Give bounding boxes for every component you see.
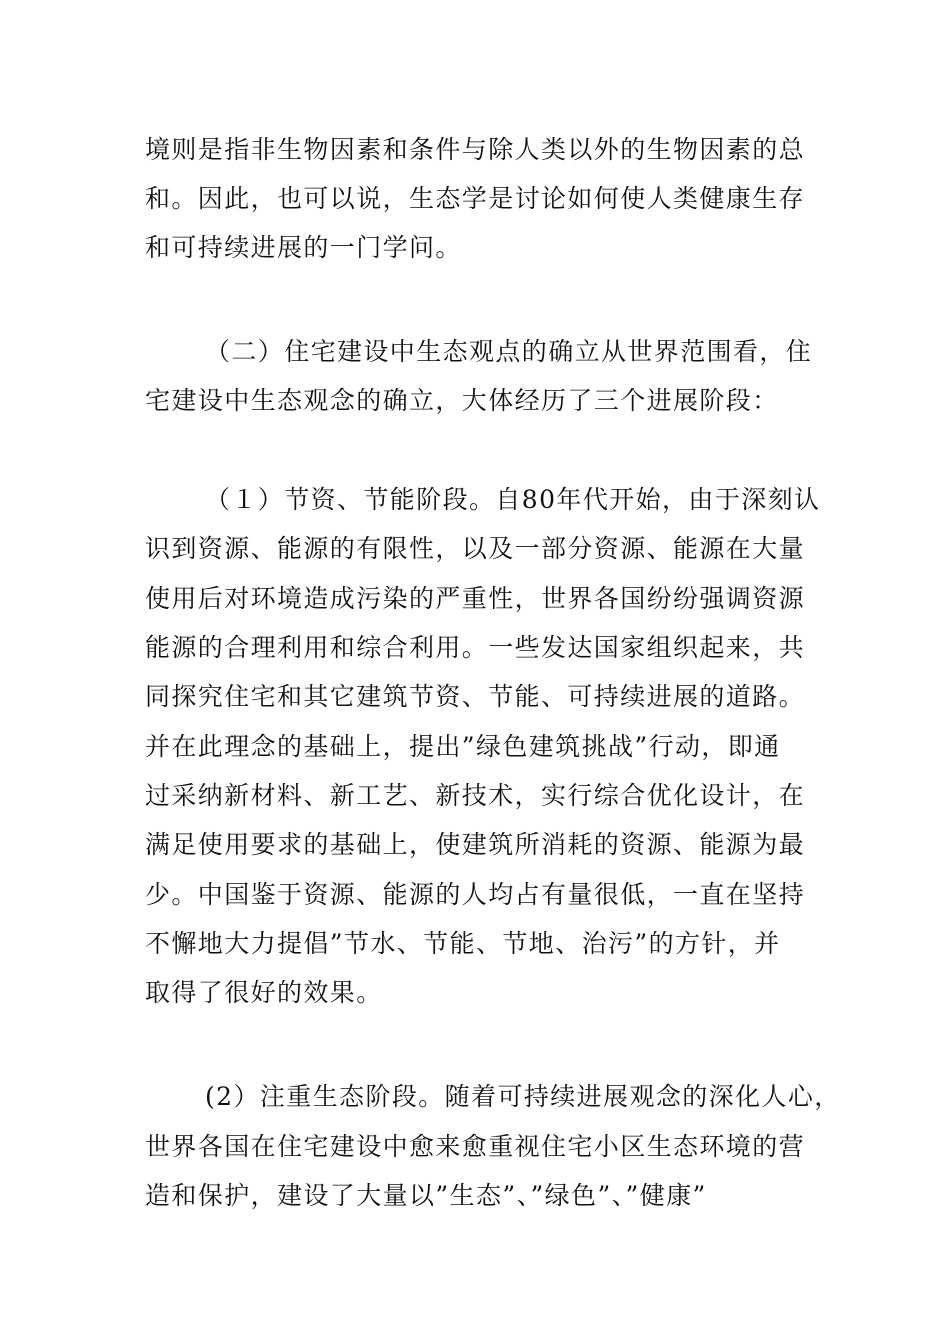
paragraph-line: 少。中国鉴于资源、能源的人均占有量很低，一直在坚持 (145, 880, 806, 909)
paragraph-line: 世界各国在住宅建设中愈来愈重视住宅小区生态环境的营 (145, 1132, 806, 1161)
paragraph-line: （二）住宅建设中生态观点的确立从世界范围看，住 (205, 337, 813, 366)
paragraph-line: 造和保护，建设了大量以”生态”、”绿色”、”健康” (145, 1181, 707, 1210)
paragraph-line: 境则是指非生物因素和条件与除人类以外的生物因素的总 (145, 135, 806, 164)
paragraph-line: 并在此理念的基础上，提出”绿色建筑挑战”行动，即通 (145, 732, 781, 761)
paragraph-line: 宅建设中生态观念的确立，大体经历了三个进展阶段： (145, 386, 779, 415)
paragraph-line: (2）注重生态阶段。随着可持续进展观念的深化人心， (205, 1082, 841, 1111)
paragraph-line: 识到资源、能源的有限性，以及一部分资源、能源在大量 (145, 534, 806, 563)
paragraph-line: 和。因此，也可以说，生态学是讨论如何使人类健康生存 (145, 184, 806, 213)
paragraph-line: 同探究住宅和其它建筑节资、节能、可持续进展的道路。 (145, 682, 806, 711)
paragraph-line: 取得了很好的效果。 (145, 978, 383, 1007)
paragraph-line: 过采纳新材料、新工艺、新技术，实行综合优化设计，在 (145, 781, 806, 810)
paragraph-line: 满足使用要求的基础上，使建筑所消耗的资源、能源为最 (145, 830, 806, 859)
paragraph-line: 使用后对环境造成污染的严重性，世界各国纷纷强调资源 (145, 584, 806, 613)
paragraph-line: 能源的合理利用和综合利用。一些发达国家组织起来，共 (145, 633, 806, 662)
paragraph-line: （１）节资、节能阶段。自80年代开始，由于深刻认 (205, 485, 821, 514)
paragraph-line: 不懈地大力提倡”节水、节能、节地、治污”的方针，并 (145, 929, 781, 958)
paragraph-line: 和可持续进展的一门学问。 (145, 233, 462, 262)
